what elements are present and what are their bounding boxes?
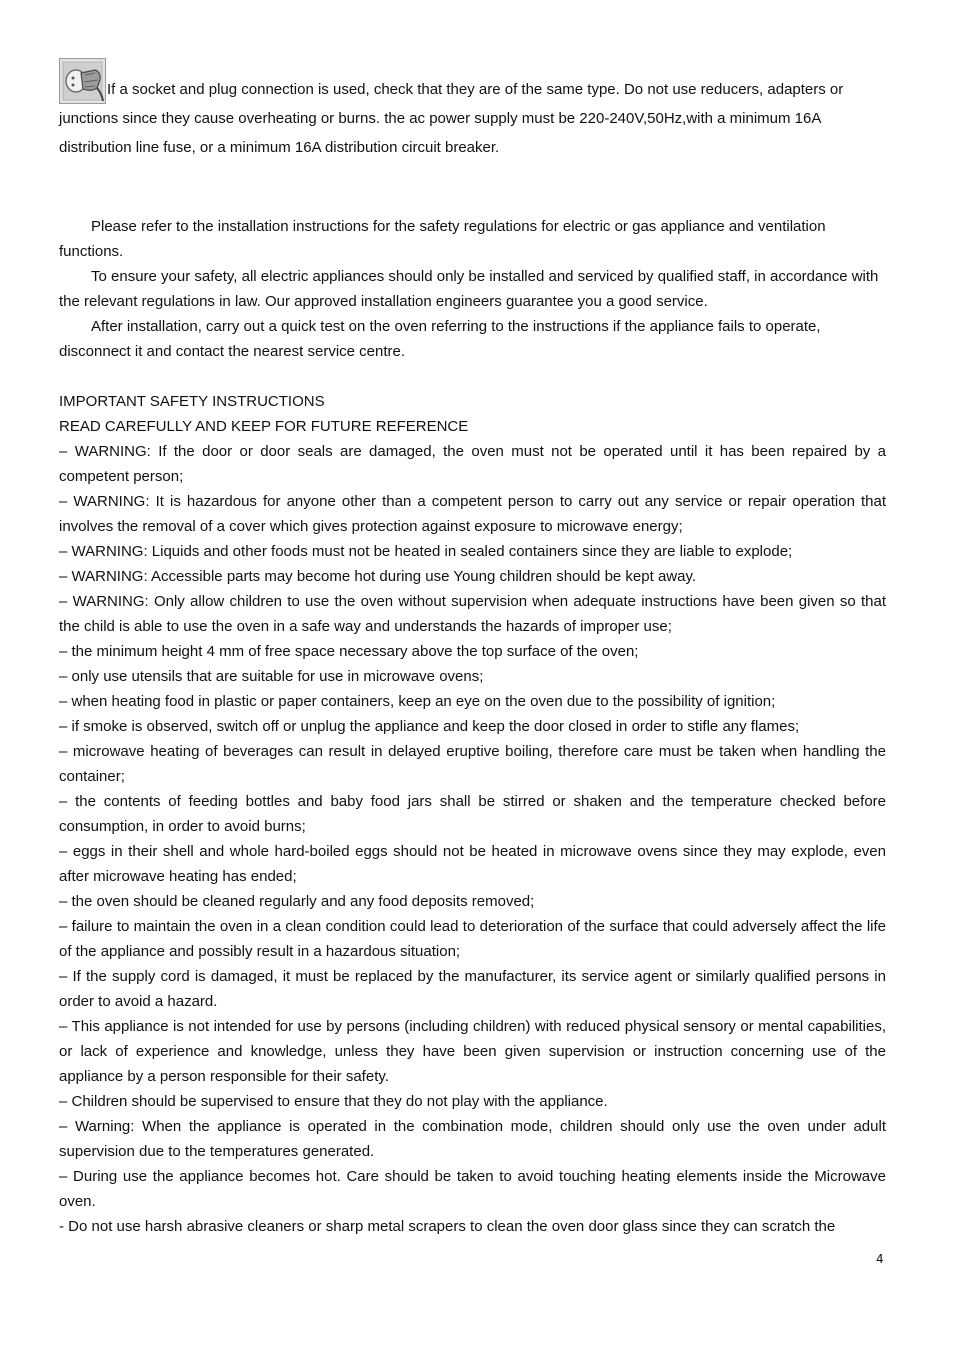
installation-paragraph: To ensure your safety, all electric appliances should only be installed and serviced by qualified staff, in accordance with the relevant regulations in law. Our approved installation engineers guarantee you a good service. bbox=[59, 268, 879, 310]
safety-item: – WARNING: It is hazardous for anyone other than a competent person to carry out any service or repair operation that involves the removal of a cover which gives protection against exposure to microwave energy; bbox=[59, 493, 886, 535]
plug-warning-paragraph bbox=[59, 58, 886, 162]
safety-item: – the oven should be cleaned regularly and any food deposits removed; bbox=[59, 893, 535, 910]
safety-item: – If the supply cord is damaged, it must be replaced by the manufacturer, its service agent or similarly qualified persons in order to avoid a hazard. bbox=[59, 968, 886, 1010]
safety-item: – WARNING: If the door or door seals are damaged, the oven must not be operated until it has been repaired by a competent person; bbox=[59, 443, 886, 485]
safety-item: – WARNING: Only allow children to use the oven without supervision when adequate instructions have been given so that the child is able to use the oven in a safe way and understands the hazards of improper use; bbox=[59, 593, 886, 635]
safety-list bbox=[59, 439, 886, 1239]
plug-socket-icon bbox=[59, 58, 106, 104]
safety-item: – failure to maintain the oven in a clean condition could lead to deterioration of the surface that could adversely affect the life of the appliance and possibly result in a hazardous situation; bbox=[59, 918, 886, 960]
safety-item: – if smoke is observed, switch off or unplug the appliance and keep the door closed in order to stifle any flames; bbox=[59, 718, 800, 735]
safety-item: - Do not use harsh abrasive cleaners or sharp metal scrapers to clean the oven door glass since they can scratch the bbox=[59, 1218, 836, 1235]
safety-item: – WARNING: Accessible parts may become hot during use Young children should be kept away. bbox=[59, 568, 697, 585]
installation-notes bbox=[59, 214, 886, 364]
safety-item: – Warning: When the appliance is operated in the combination mode, children should only use the oven under adult supervision due to the temperatures generated. bbox=[59, 1118, 886, 1160]
safety-item: – WARNING: Liquids and other foods must not be heated in sealed containers since they are liable to explode; bbox=[59, 543, 793, 560]
safety-item: – This appliance is not intended for use by persons (including children) with reduced physical sensory or mental capabilities, or lack of experience and knowledge, unless they have been given supervision or instruction concerning use of the appliance by a person responsible for their safety. bbox=[59, 1018, 886, 1085]
safety-item: – During use the appliance becomes hot. Care should be taken to avoid touching heating elements inside the Microwave oven. bbox=[59, 1168, 886, 1210]
installation-paragraph: After installation, carry out a quick test on the oven referring to the instructions if the appliance fails to operate, disconnect it and contact the nearest service centre. bbox=[59, 318, 821, 360]
safety-item: – when heating food in plastic or paper containers, keep an eye on the oven due to the possibility of ignition; bbox=[59, 693, 776, 710]
installation-paragraph: Please refer to the installation instructions for the safety regulations for electric or gas appliance and ventilation functions. bbox=[59, 218, 826, 260]
safety-item: – Children should be supervised to ensure that they do not play with the appliance. bbox=[59, 1093, 608, 1110]
safety-item: – the contents of feeding bottles and baby food jars shall be stirred or shaken and the temperature checked before consumption, in order to avoid burns; bbox=[59, 793, 886, 835]
safety-item: – microwave heating of beverages can result in delayed eruptive boiling, therefore care must be taken when handling the container; bbox=[59, 743, 886, 785]
plug-warning-text: If a socket and plug connection is used, check that they are of the same type. Do not use reducers, adapters or junctions since they cause overheating or burns. the ac power supply must be 220-240V,50Hz,with a minimum 16A distribution line fuse, or a minimum 16A distribution circuit breaker. bbox=[59, 81, 844, 156]
page-number: 4 bbox=[876, 1252, 884, 1266]
safety-heading: IMPORTANT SAFETY INSTRUCTIONS bbox=[59, 393, 325, 410]
safety-instructions-section bbox=[59, 389, 886, 1239]
safety-item: – only use utensils that are suitable for use in microwave ovens; bbox=[59, 668, 484, 685]
safety-item: – the minimum height 4 mm of free space necessary above the top surface of the oven; bbox=[59, 643, 639, 660]
safety-item: – eggs in their shell and whole hard-boiled eggs should not be heated in microwave ovens since they may explode, even after microwave heating has ended; bbox=[59, 843, 886, 885]
safety-subheading: READ CAREFULLY AND KEEP FOR FUTURE REFERENCE bbox=[59, 418, 469, 435]
